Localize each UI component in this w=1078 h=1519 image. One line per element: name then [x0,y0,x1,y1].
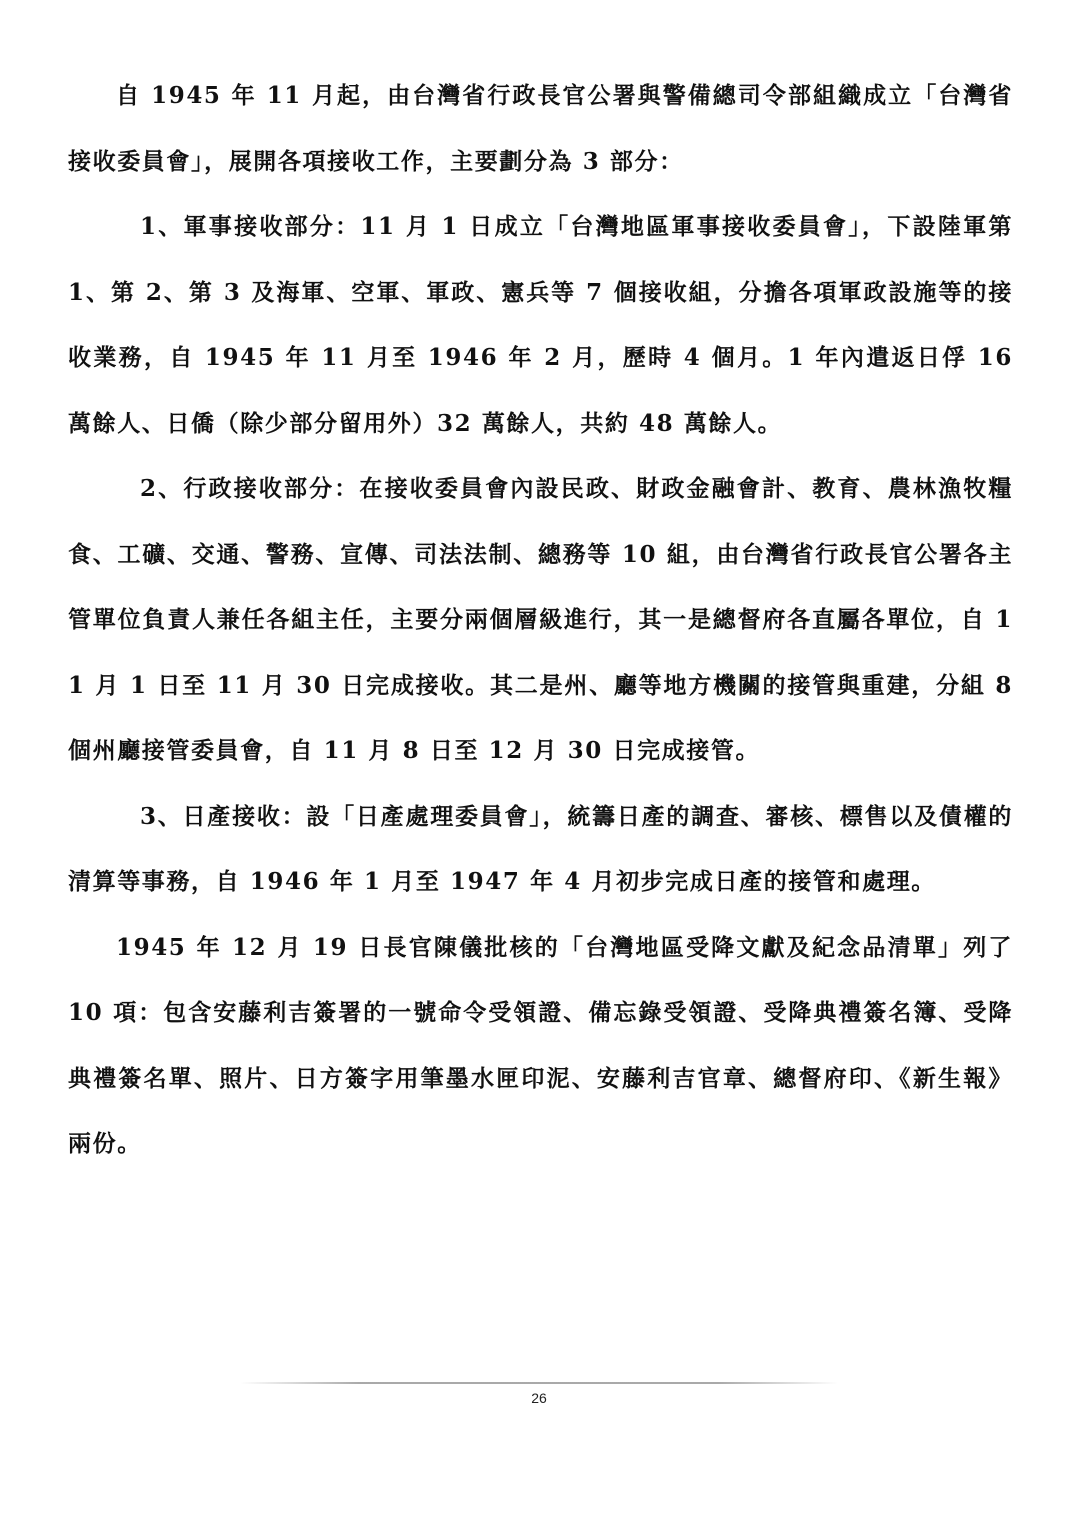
paragraph-military-takeover: 1、軍事接收部分：11 月 1 日成立「台灣地區軍事接收委員會」，下設陸軍第 1、第 2、第 3 及海軍、空軍、軍政、憲兵等 7 個接收組，分擔各項軍政設施等的接收業務，自 1945 年 11 月至 1946 年 2 月，歷時 4 個月。1 年內遣返日俘 16 萬餘人、日僑（除少部分留用外）32 萬餘人，共約 48 萬餘人。 [68,213,1013,437]
document-body [68,63,1013,1177]
paragraph-surrender-documents-list: 1945 年 12 月 19 日長官陳儀批核的「台灣地區受降文獻及紀念品清單」列了 10 項：包含安藤利吉簽署的一號命令受領證、備忘錄受領證、受降典禮簽名簿、受降典禮簽名單、照片、日方簽字用筆墨水匣印泥、安藤利吉官章、總督府印、《新生報》兩份。 [68,933,1013,1157]
paragraph-intro: 自 1945 年 11 月起，由台灣省行政長官公署與警備總司令部組織成立「台灣省接收委員會」，展開各項接收工作，主要劃分為 3 部分： [68,82,1013,175]
footer-divider [240,1382,838,1384]
page-number: 26 [531,1390,547,1406]
paragraph-japanese-property-takeover: 3、日產接收：設「日產處理委員會」，統籌日產的調查、審核、標售以及債權的清算等事務，自 1946 年 1 月至 1947 年 4 月初步完成日產的接管和處理。 [68,802,1013,895]
paragraph-administrative-takeover: 2、行政接收部分：在接收委員會內設民政、財政金融會計、教育、農林漁牧糧食、工礦、交通、警務、宣傳、司法法制、總務等 10 組，由台灣省行政長官公署各主管單位負責人兼任各組主任，主要分兩個層級進行，其一是總督府各直屬各單位，自 11 月 1 日至 11 月 30 日完成接收。其二是州、廳等地方機關的接管與重建，分組 8 個州廳接管委員會，自 11 月 8 日至 12 月 30 日完成接管。 [68,475,1013,764]
